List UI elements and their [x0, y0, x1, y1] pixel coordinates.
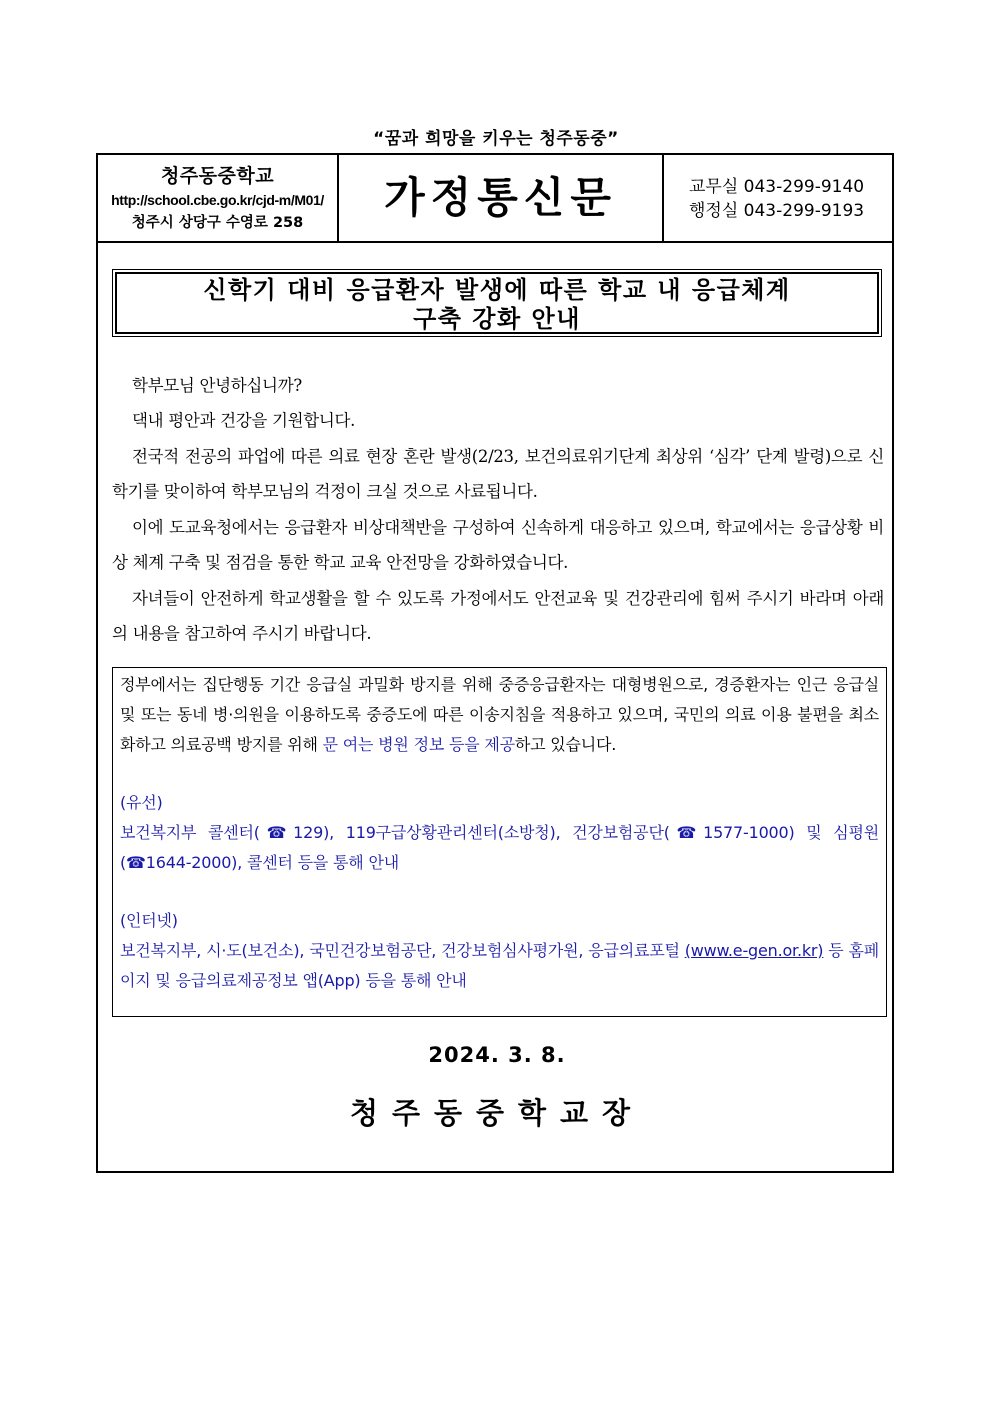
internet-info [120, 936, 879, 996]
principal-signature: 청주동중학교장 [349, 1096, 645, 1130]
document-title [115, 272, 879, 334]
school-address: 청주시 상당구 수영로 258 [131, 215, 304, 231]
document-title-box [112, 269, 882, 337]
school-info [98, 155, 339, 241]
paragraph-response: 이에 도교육청에서는 응급환자 비상대책반을 구성하여 신속하게 대응하고 있으며, 학교에서는 응급상황 비상 체계 구축 및 점검을 통한 학교 교육 안전망을 강화하였습니다. [112, 518, 884, 572]
notice-intro [120, 670, 879, 760]
letter-body [112, 368, 884, 651]
paragraph-request: 자녀들이 안전하게 학교생활을 할 수 있도록 가정에서도 안전교육 및 건강관리에 힘써 주시기 바라며 아래의 내용을 참고하여 주시기 바랍니다. [112, 589, 884, 643]
greeting-line-2: 댁내 평안과 건강을 기원합니다. [132, 411, 356, 430]
paragraph-situation: 전국적 전공의 파업에 따른 의료 현장 혼란 발생(2/23, 보건의료위기단계 최상위 ‘심각’ 단계 발령)으로 신학기를 맞이하여 학부모님의 걱정이 크실 것으로 사료됩니다. [112, 447, 884, 501]
school-url[interactable]: http://school.cbe.go.kr/cjd-m/M01/ [111, 192, 324, 208]
issue-date: 2024. 3. 8. [428, 1043, 566, 1067]
letterhead [98, 155, 892, 243]
school-motto: “꿈과 희망을 키우는 청주동중” [373, 129, 619, 149]
internet-info-end: 등 홈페이지 및 응급의료제공정보 앱(App) 등을 통해 안내 [120, 941, 879, 990]
government-notice-box [112, 667, 887, 1017]
internet-heading: (인터넷) [120, 911, 178, 930]
wired-info: 보건복지부 콜센터(☎129), 119구급상황관리센터(소방청), 건강보험공단(☎1577-1000) 및 심평원(☎1644-2000), 콜센터 등을 통해 안내 [120, 823, 879, 872]
newsletter-frame [96, 153, 894, 1173]
contact-administration-office: 행정실 043-299-9193 [689, 201, 865, 221]
internet-info-text: 보건복지부, 시·도(보건소), 국민건강보험공단, 건강보험심사평가원, 응급의료포털 [120, 941, 685, 960]
notice-intro-end: 하고 있습니다. [514, 735, 617, 754]
school-name: 청주동중학교 [160, 165, 275, 187]
contact-academic-office: 교무실 043-299-9140 [689, 177, 865, 197]
document-title-line-2: 구축 강화 안내 [413, 305, 581, 333]
notice-intro-highlight: 문 여는 병원 정보 등을 제공 [322, 735, 515, 754]
greeting-line-1: 학부모님 안녕하십니까? [132, 376, 302, 395]
egen-portal-link[interactable]: (www.e-gen.or.kr) [684, 941, 824, 960]
document-title-line-1: 신학기 대비 응급환자 발생에 따른 학교 내 응급체계 [203, 276, 791, 304]
newsletter-title: 가정통신문 [384, 173, 617, 222]
newsletter-heading [339, 155, 664, 241]
notice-intro-text: 정부에서는 집단행동 기간 응급실 과밀화 방지를 위해 중증응급환자는 대형병원으로, 경증환자는 인근 응급실 및 또는 동네 병·의원을 이용하도록 중증도에 따른 이송지침을 적용하고 있으며, 국민의 의료 이용 불편을 최소화하고 의료공백 방지를 위해 [120, 675, 879, 754]
wired-heading: (유선) [120, 793, 163, 812]
contact-info [664, 155, 892, 241]
